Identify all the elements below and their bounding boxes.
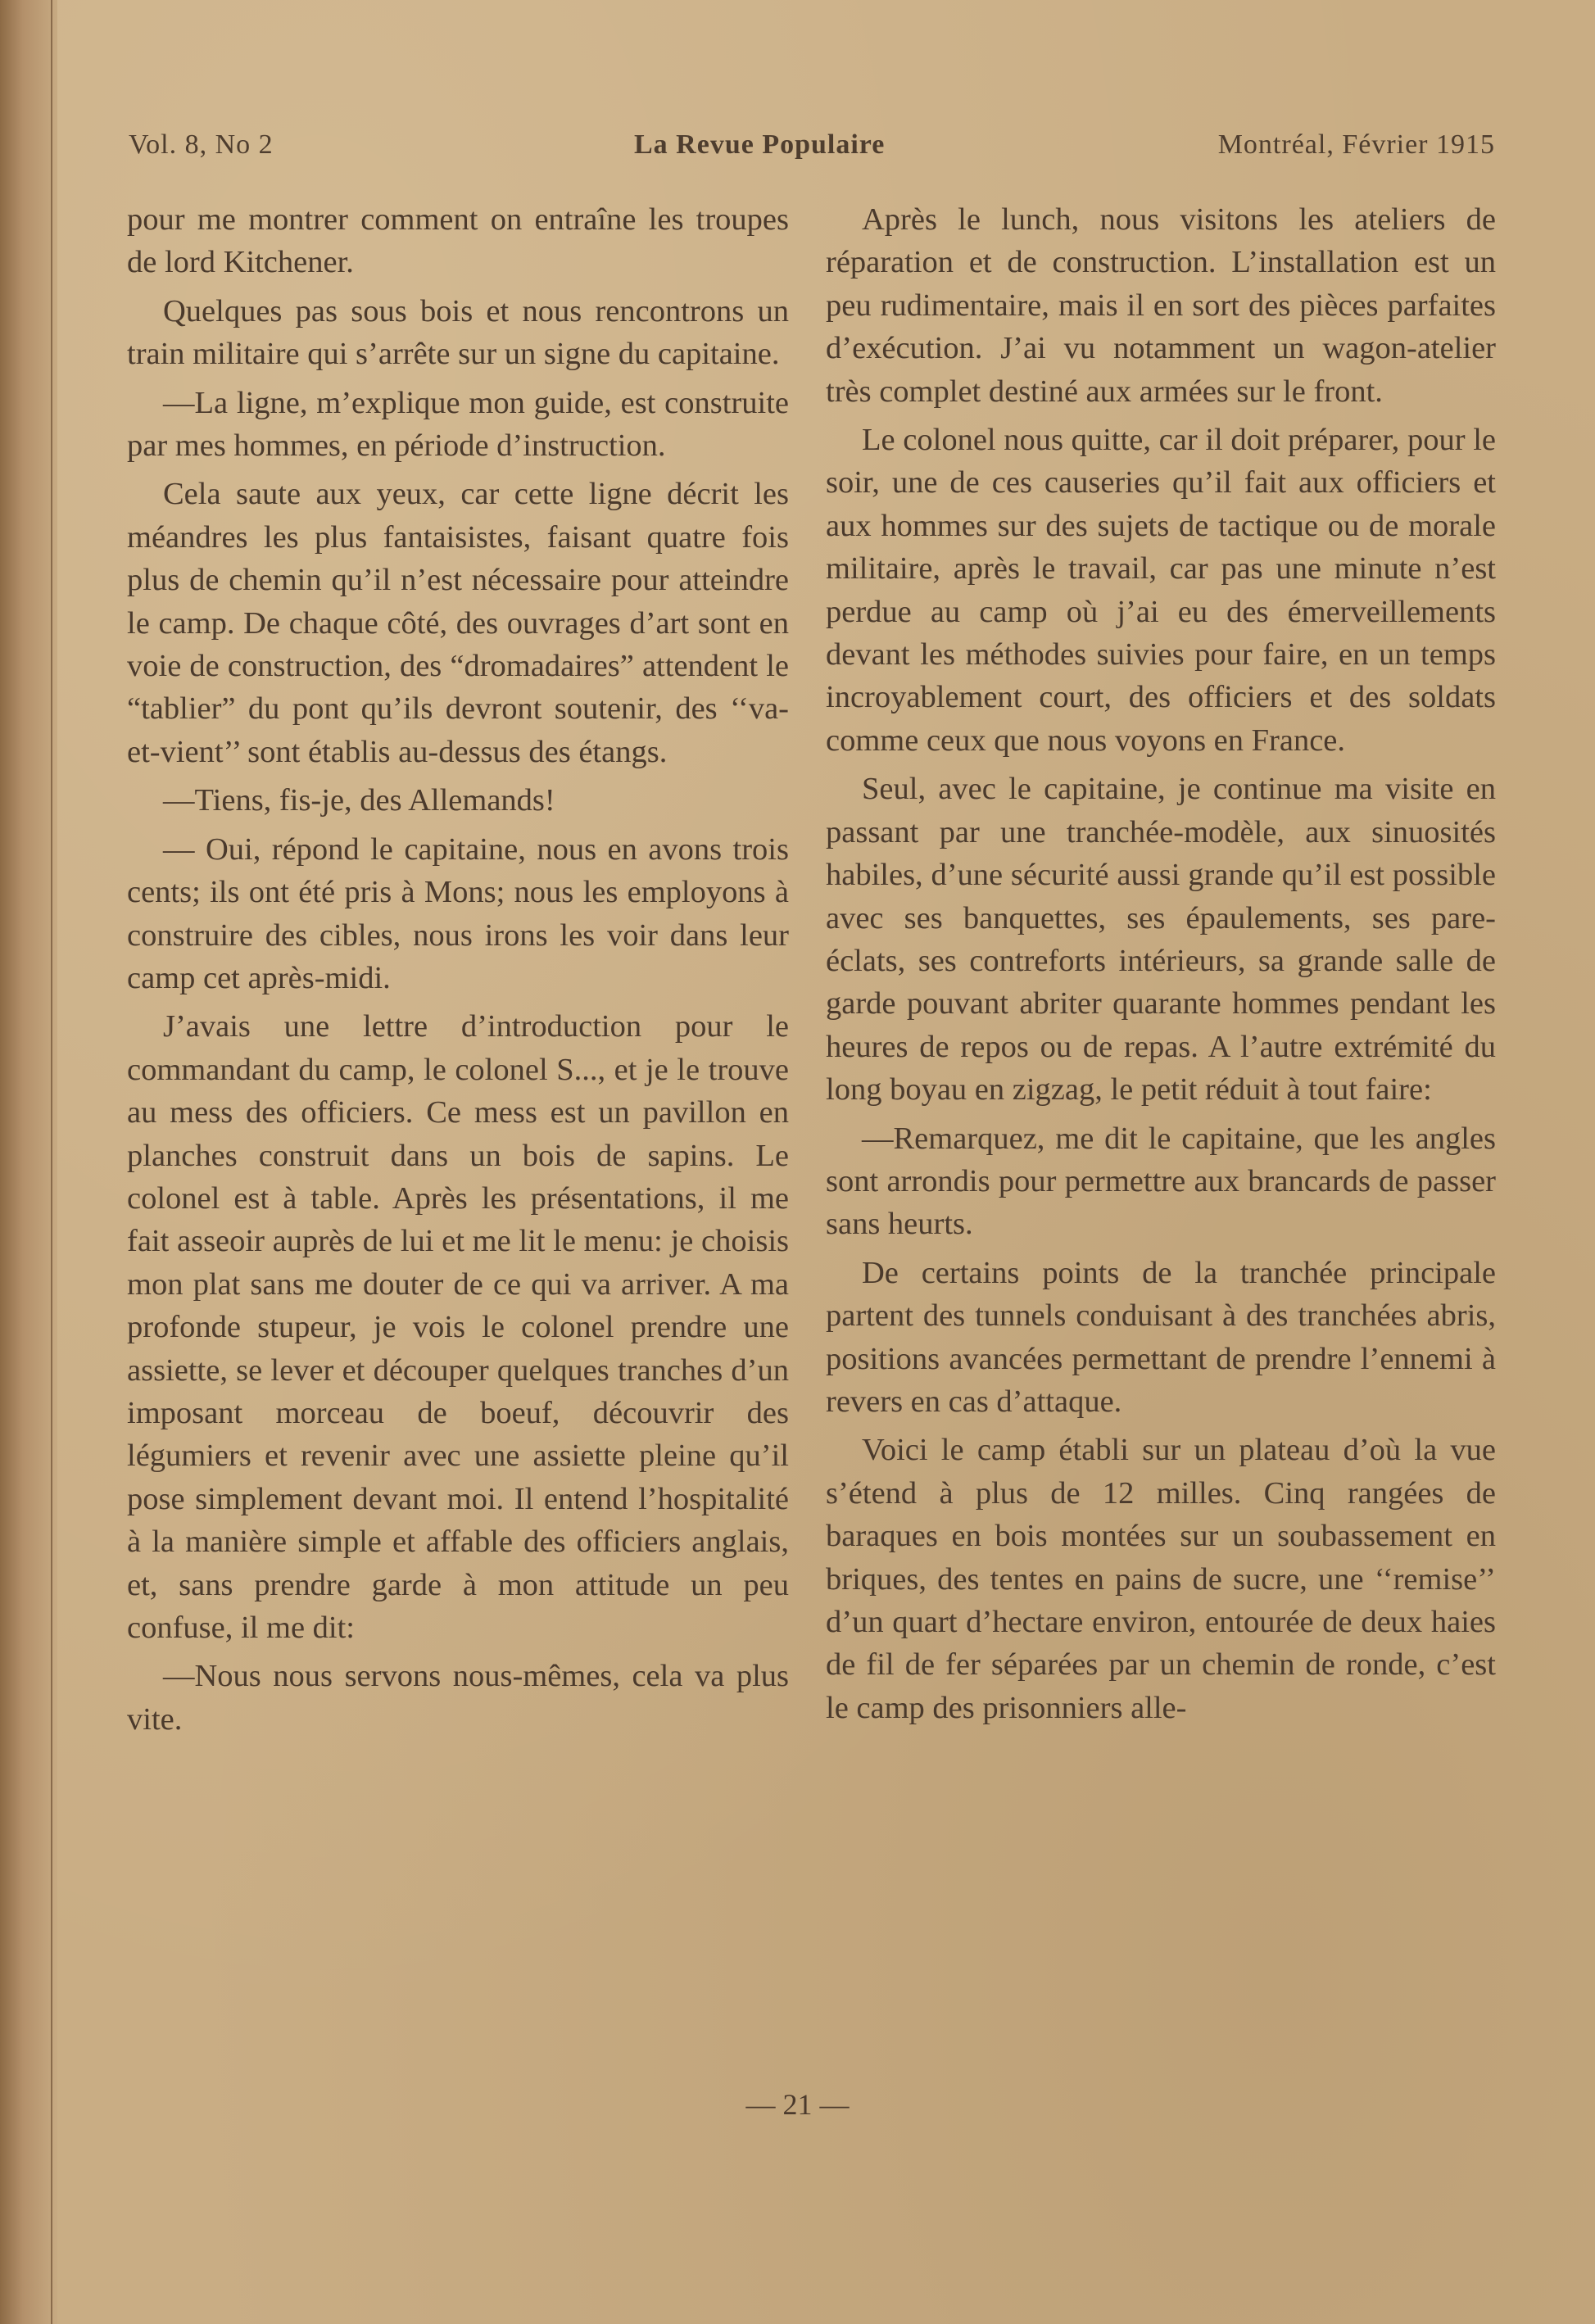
paragraph: — Oui, répond le capitaine, nous en avons trois cents; ils ont été pris à Mons; nous les employons à construire des cibles, nous irons les voir dans leur camp cet après-midi. bbox=[127, 831, 789, 995]
place-date: Montréal, Février 1915 bbox=[1217, 129, 1495, 160]
left-column bbox=[127, 198, 789, 1746]
paragraph: Voici le camp établi sur un plateau d’où la vue s’étend à plus de 12 milles. Cinq rangées de baraques en bois montées sur un soubassement en briques, des tentes en pains de sucre, une ‘‘remise’’ d’un quart d’hectare environ, entourée de deux haies de fil de fer séparées par un chemin de ronde, c’est le camp des prisonniers alle- bbox=[826, 1433, 1496, 1725]
paragraph: J’avais une lettre d’introduction pour le commandant du camp, le colonel S..., et je le trouve au mess des officiers. Ce mess est un pavillon en planches construit dans un bois de sapins. Le colonel est à table. Après les présentations, il me fait asseoir auprès de lui et me lit le menu: je choisis mon plat sans me douter de ce qui va arriver. A ma profonde stupeur, je vois le colonel prendre une assiette, se lever et découper quelques tranches d’un imposant morceau de boeuf, découvrir des légumiers et revenir avec une assiette pleine qu’il pose simplement devant moi. Il entend l’hospitalité à la manière simple et affable des officiers anglais, et, sans prendre garde à mon attitude un peu confuse, il me dit: bbox=[127, 1009, 789, 1645]
binding-line bbox=[51, 0, 52, 2324]
page-binding-edge bbox=[0, 0, 57, 2324]
page-number: — 21 — bbox=[745, 2088, 850, 2121]
paragraph: Quelques pas sous bois et nous rencontrons un train militaire qui s’arrête sur un signe du capitaine. bbox=[127, 293, 789, 372]
paragraph: De certains points de la tranchée principale partent des tunnels conduisant à des tranchées abris, positions avancées permettant de prendre l’ennemi à revers en cas d’attaque. bbox=[826, 1255, 1496, 1419]
paragraph: —Tiens, fis-je, des Allemands! bbox=[163, 783, 555, 818]
paragraph: Cela saute aux yeux, car cette ligne décrit les méandres les plus fantaisistes, faisant quatre fois plus de chemin qu’il n’est nécessaire pour atteindre le camp. De chaque côté, des ouvrages d’art sont en voie de construction, des “dromadaires” attendent le “tablier” du pont qu’ils devront soutenir, des ‘‘va-et-vient’’ sont établis au-dessus des étangs. bbox=[127, 477, 789, 769]
paragraph: Après le lunch, nous visitons les ateliers de réparation et de construction. L’installation est un peu rudimentaire, mais il en sort des pièces parfaites d’exécution. J’ai vu notamment un wagon-atelier très complet destiné aux armées sur le front. bbox=[826, 202, 1496, 409]
paragraph: —La ligne, m’explique mon guide, est construite par mes hommes, en période d’instruction. bbox=[127, 385, 789, 464]
publication-title: La Revue Populaire bbox=[634, 129, 886, 160]
paragraph: —Nous nous servons nous-mêmes, cela va plus vite. bbox=[127, 1659, 789, 1737]
paragraph: pour me montrer comment on entraîne les troupes de lord Kitchener. bbox=[127, 202, 789, 280]
running-header bbox=[129, 129, 1495, 170]
paragraph: —Remarquez, me dit le capitaine, que les angles sont arrondis pour permettre aux brancards de passer sans heurts. bbox=[826, 1121, 1496, 1242]
volume-number: Vol. 8, No 2 bbox=[129, 129, 274, 160]
paragraph: Seul, avec le capitaine, je continue ma visite en passant par une tranchée-modèle, aux sinuosités habiles, d’une sécurité aussi grande qu’il est possible avec ses banquettes, ses épaulements, ses pare-éclats, ses contreforts intérieurs, sa grande salle de garde pouvant abriter quarante hommes pendant les heures de repos ou de repas. A l’autre extrémité du long boyau en zigzag, le petit réduit à tout faire: bbox=[826, 772, 1496, 1108]
paragraph: Le colonel nous quitte, car il doit préparer, pour le soir, une de ces causeries qu’il fait aux officiers et aux hommes sur des sujets de tactique ou de morale militaire, après le travail, car pas une minute n’est perdue au camp où j’ai eu des émerveillements devant les méthodes suivies pour faire, en un temps incroyablement court, des officiers et des soldats comme ceux que nous voyons en France. bbox=[826, 423, 1496, 758]
right-column bbox=[826, 198, 1496, 1735]
